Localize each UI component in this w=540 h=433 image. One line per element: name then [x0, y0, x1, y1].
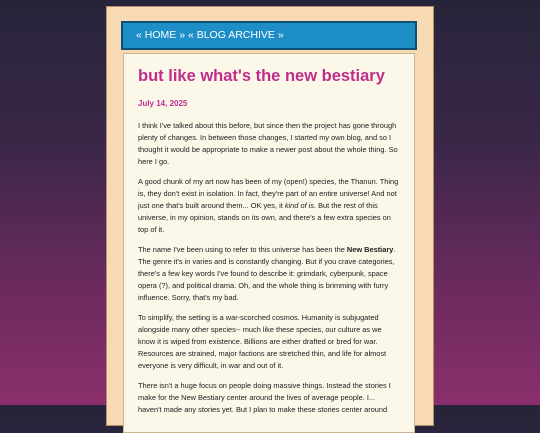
post-paragraph-5: There isn't a huge focus on people doing massive things. Instead the stories I make for the New Bestiary center around the lives of average people. I... haven't made any stories yet. But I plan to make these stories center around [138, 381, 391, 414]
paragraph-2-text-b: . But the rest of this universe, in my opinion, stands on its own, and there's a few extra species on top of it. [138, 201, 391, 234]
paragraph-3-text-c: . The genre it's in varies and is constantly changing. But if you crave categories, there's a few key words I've found to describe it: grimdark, cyberpunk, space opera (?), and political drama. Oh, and the whole thing is brimming with furry influence. Sorry, that's my bad. [138, 245, 396, 302]
post-content [123, 53, 415, 433]
home-link[interactable]: « HOME [136, 29, 177, 41]
blog-archive-link[interactable]: « BLOG ARCHIVE [187, 29, 275, 41]
post-paragraph-2 [138, 176, 400, 236]
post-paragraph-4: To simplify, the setting is a war-scorched cosmos. Humanity is subjugated alongside many other species-- much like these species, our culture as we know it is wiped from existence. Billions are either drafted or bred for war. Resources are strained, major factions are stretched thin, and life for almost everyone is very difficult, in war and out of it. [138, 313, 387, 370]
paragraph-3-bold: New Bestiary [346, 245, 394, 254]
nav-end-marker: » [277, 29, 284, 41]
paragraph-2-italic: kind of is [284, 201, 315, 210]
post-paragraph-1: I think I've talked about this before, but since then the project has gone through plenty of changes. In between those changes, I started my own blog, and so I thought it would be appropriate to make a newer post about the whole thing. So here I go. [138, 121, 398, 166]
post-date: July 14, 2025 [138, 99, 188, 108]
post-paragraph-3 [138, 244, 400, 304]
post-title: but like what's the new bestiary [138, 67, 385, 85]
paragraph-2-text-a: A good chunk of my art now has been of my (open!) species, the Thanun. Thing is, they don't exist in isolation. In fact, they're part of an entire universe! And not just one that's built around them... OK yes, it [138, 177, 399, 210]
top-nav [121, 21, 417, 50]
paragraph-3-text-a: The name I've been using to refer to this universe has been the [138, 245, 347, 254]
page-frame [106, 6, 434, 426]
nav-separator: » [179, 29, 186, 41]
